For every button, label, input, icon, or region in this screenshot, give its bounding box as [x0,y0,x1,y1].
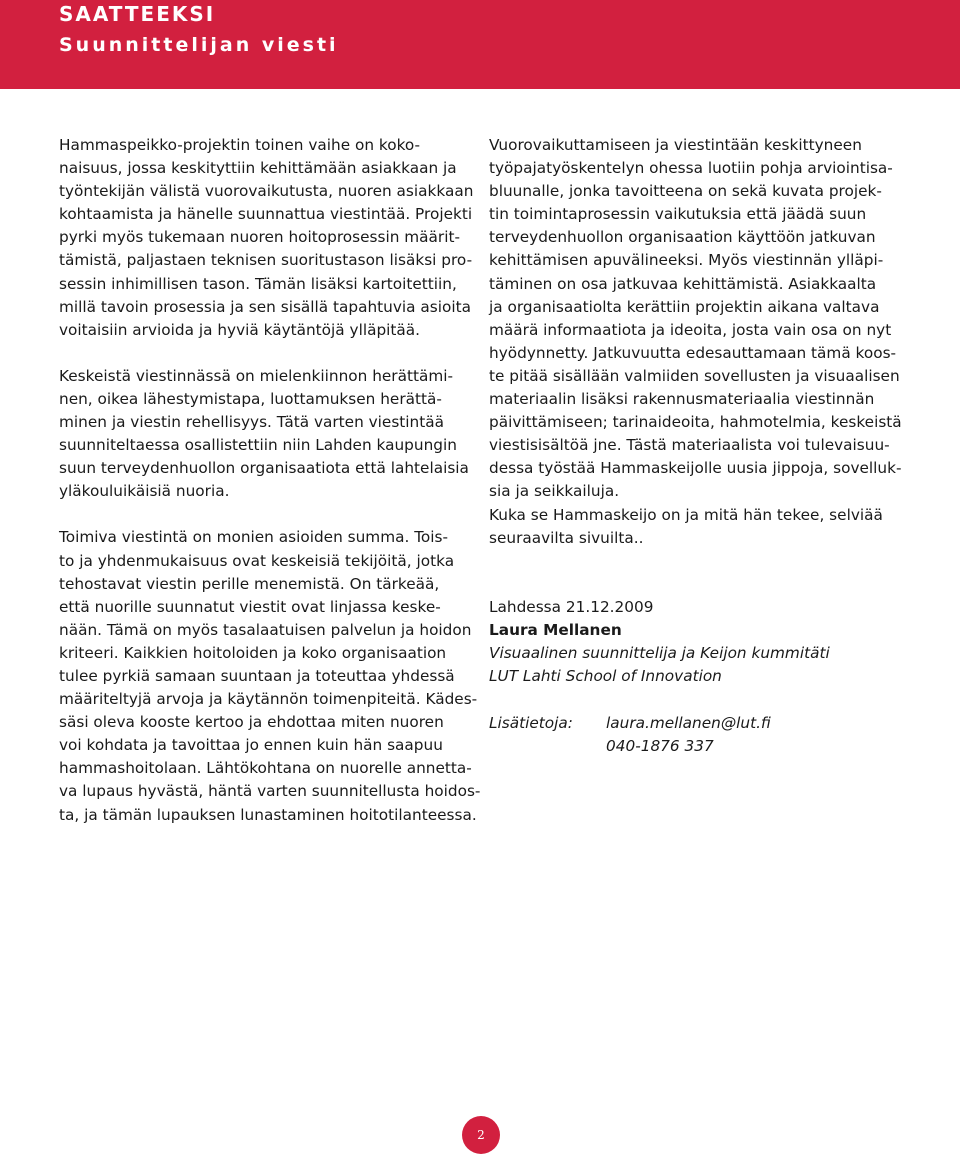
contact-label: Lisätietoja: [489,714,573,732]
text-line: Keskeistä viestinnässä on mielenkiinnon herättämi- [59,366,454,385]
header-band [0,0,960,89]
text-line: materiaalin lisäksi rakennusmateriaalia viestinnän [489,390,875,409]
text-line: työpajatyöskentelyn ohessa luotiin pohja arviointisa- [489,159,893,178]
text-line: tämistä, paljastaen teknisen suoritustason lisäksi pro- [59,251,473,270]
text-line: millä tavoin prosessia ja sen sisällä tapahtuvia asioita [59,297,471,316]
text-line: voitaisiin arvioida ja hyviä käytäntöjä ylläpitää. [59,320,421,339]
signature-date: Lahdessa 21.12.2009 [489,598,654,616]
section-subtitle: Suunnittelijan viesti [59,34,339,56]
left-column [59,134,479,850]
text-line: tehostavat viestin perille menemistä. On tärkeää, [59,574,440,593]
text-line: kehittämisen apuvälineeksi. Myös viestinnän ylläpi- [489,251,884,270]
contact-email: laura.mellanen@lut.fi [606,714,771,732]
text-line: to ja yhdenmukaisuus ovat keskeisiä tekijöitä, jotka [59,551,455,570]
text-line: että nuorille suunnatut viestit ovat linjassa keske- [59,597,441,616]
paragraph [59,365,479,504]
text-line: suun terveydenhuollon organisaatiota että lahtelaisia [59,459,469,478]
text-line: nen, oikea lähestymistapa, luottamuksen herättä- [59,389,442,408]
text-line: hyödynnetty. Jatkuvuutta edesauttamaan tämä koos- [489,343,897,362]
contact-phone: 040-1876 337 [606,737,714,755]
text-line: Vuorovaikuttamiseen ja viestintään keskittyneen [489,136,862,154]
page-number: 2 [477,1128,485,1142]
text-line: bluunalle, jonka tavoitteena on sekä kuvata projek- [489,182,882,201]
text-line: suunniteltaessa osallistettiin niin Lahden kaupungin [59,436,457,455]
text-line: määrä informaatiota ja ideoita, josta vain osa on nyt [489,320,892,339]
right-column [489,134,909,550]
signature-role: Visuaalinen suunnittelija ja Keijon kummitäti [489,644,830,662]
text-line: säsi oleva kooste kertoo ja ehdottaa miten nuoren [59,713,444,732]
text-line: voi kohdata ja tavoittaa jo ennen kuin hän saapuu [59,736,443,755]
text-line: Hammaspeikko-projektin toinen vaihe on koko- [59,136,421,154]
section-title: SAATTEEKSI [59,2,216,26]
text-line: ja organisaatiolta kerättiin projektin aikana valtava [489,297,880,316]
text-line: ta, ja tämän lupauksen lunastaminen hoitotilanteessa. [59,805,477,824]
signature-school: LUT Lahti School of Innovation [489,667,722,685]
text-line: te pitää sisällään valmiiden sovellusten ja visuaalisen [489,366,900,385]
text-line: päivittämiseen; tarinaideoita, hahmotelmia, keskeistä [489,413,902,432]
text-line: kriteeri. Kaikkien hoitoloiden ja koko organisaation [59,643,447,662]
text-line: dessa työstää Hammaskeijolle uusia jippoja, sovelluk- [489,459,902,478]
text-line: va lupaus hyvästä, häntä varten suunnitellusta hoidos- [59,782,481,801]
text-line: minen ja viestin rehellisyys. Tätä varten viestintää [59,413,444,432]
text-line: sessin inhimillisen tason. Tämän lisäksi kartoitettiin, [59,274,457,293]
paragraph [59,134,479,342]
text-line: Toimiva viestintä on monien asioiden summa. Tois- [59,528,449,547]
text-line: tin toimintaprosessin vaikutuksia että jäädä suun [489,205,867,224]
text-line: tulee pyrkiä samaan suuntaan ja toteuttaa yhdessä [59,666,455,685]
text-line: terveydenhuollon organisaation käyttöön jatkuvan [489,228,876,247]
text-line: kohtaamista ja hänelle suunnattua viestintää. Projekti [59,205,473,224]
text-line: viestisisältöä jne. Tästä materiaalista voi tulevaisuu- [489,436,890,455]
text-line: sia ja seikkailuja. [489,482,620,501]
text-line: täminen on osa jatkuvaa kehittämistä. Asiakkaalta [489,274,877,293]
page-number-badge [462,1116,500,1154]
text-line: määriteltyjä arvoja ja käytännön toimenpiteitä. Kädes- [59,690,478,709]
text-line: nään. Tämä on myös tasalaatuisen palvelun ja hoidon [59,620,472,639]
text-line: naisuus, jossa keskityttiin kehittämään asiakkaan ja [59,159,457,178]
text-line: Kuka se Hammaskeijo on ja mitä hän tekee, selviää [489,505,883,524]
text-line: pyrki myös tukemaan nuoren hoitoprosessin määrit- [59,228,460,247]
text-line: hammashoitolaan. Lähtökohtana on nuorelle annetta- [59,759,472,778]
text-line: työntekijän välistä vuorovaikutusta, nuoren asiakkaan [59,182,474,201]
text-line: yläkouluikäisiä nuoria. [59,482,230,501]
paragraph [59,526,479,826]
signature-name: Laura Mellanen [489,621,622,639]
text-line: seuraavilta sivuilta.. [489,528,644,547]
